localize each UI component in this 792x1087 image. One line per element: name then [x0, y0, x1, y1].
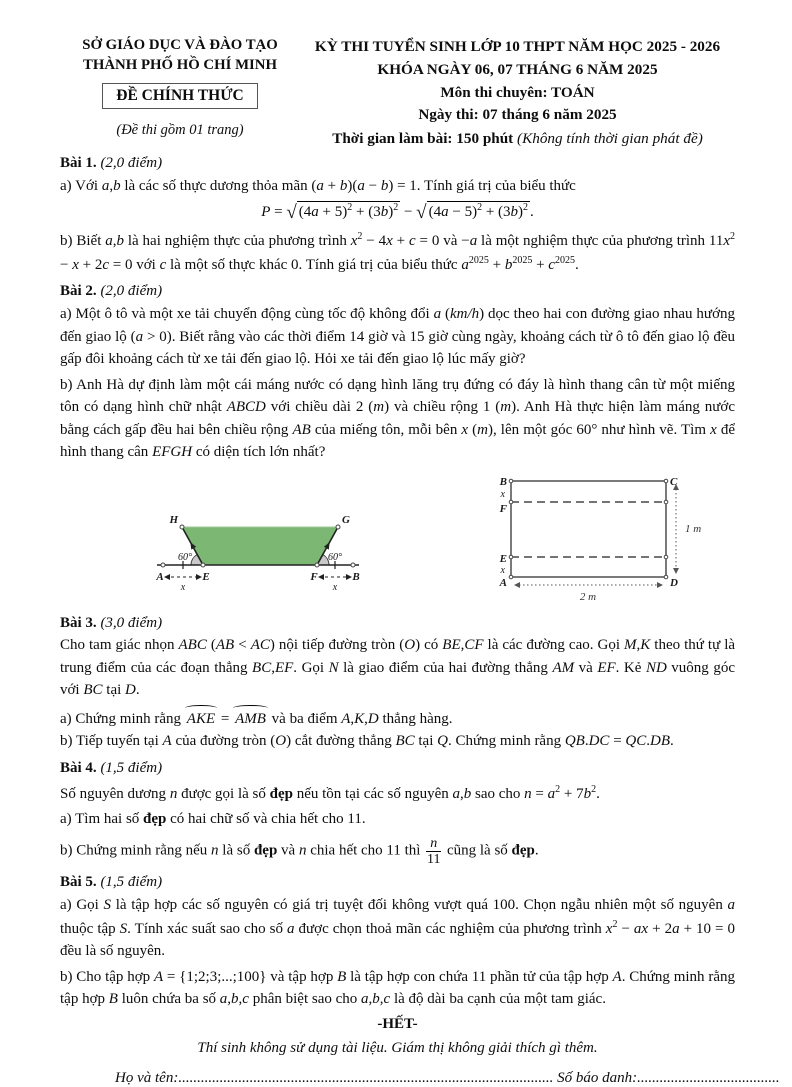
figures-row	[145, 468, 729, 608]
problem-2-heading	[60, 281, 735, 303]
department-line1: SỞ GIÁO DỤC VÀ ĐÀO TẠO	[82, 37, 278, 53]
figure-trough-cross-section	[145, 490, 375, 596]
registration-dots: ......................................	[637, 1069, 780, 1086]
problem-2-part-b: b) Anh Hà dự định làm một cái máng nước có dạng hình lăng trụ đứng có đáy là hình thang cân từ một miếng tôn có dạng hình chữ nhật ABCD với chiều dài 2 (m) và chiều rộng 1 (m). Anh Hà thực hiện làm máng nước bằng cách gấp đều hai bên chiều rộng AB của miếng tôn, mỗi bên x (m), lên một góc 60° như hình vẽ. Tìm x để hình thang cân EFGH có diện tích lớn nhất?	[60, 376, 735, 461]
sheet-width-label: 2 m	[579, 590, 597, 603]
footer-name-line	[60, 1069, 780, 1087]
problem-3-part-b: b) Tiếp tuyến tại A của đường tròn (O) cắt đường thẳng BC tại Q. Chứng minh rằng QB.DC = QC.DB.	[60, 733, 674, 750]
trough-point-a	[161, 563, 165, 567]
header-right-block	[300, 36, 735, 148]
problem-5-points: (1,5 điểm)	[100, 874, 163, 891]
problem-5-part-a: a) Gọi S là tập hợp các số nguyên có giá trị tuyệt đối không vượt quá 100. Chọn ngẫu nhiên một số nguyên a thuộc tập S. Tính xác suất sao cho số a được chọn thoả mãn các nghiệm của phương trình $x^2$ − ax + 2a + 10 = 0 đều là số nguyên.	[60, 897, 736, 960]
exam-title-line2: KHÓA NGÀY 06, 07 THÁNG 6 NĂM 2025	[377, 60, 658, 78]
problem-3-heading	[60, 613, 735, 635]
sheet-label-f: F	[499, 502, 507, 515]
problem-4-heading	[60, 758, 735, 780]
sheet-label-a: A	[499, 576, 507, 589]
trough-point-e	[201, 563, 205, 567]
name-label: Họ và tên:	[115, 1069, 179, 1086]
problem-5	[60, 872, 735, 1010]
trough-label-a: A	[156, 570, 164, 583]
registration-label: Số báo danh:	[553, 1069, 638, 1086]
sheet-outline	[511, 481, 666, 577]
duration-note: (Không tính thời gian phát đề)	[517, 130, 703, 148]
trough-point-h	[180, 525, 184, 529]
sheet-label-d: D	[670, 576, 678, 589]
sheet-label-e: E	[499, 552, 507, 565]
trough-x-label-right: x	[332, 581, 338, 593]
trough-green-trapezoid	[182, 527, 338, 565]
problem-5-title: Bài 5.	[60, 874, 97, 891]
problem-2-title: Bài 2.	[60, 283, 97, 300]
sheet-height-label: 1 m	[685, 522, 702, 535]
sheet-label-b: B	[499, 475, 507, 488]
exam-title-line1: KỲ THI TUYỂN SINH LỚP 10 THPT NĂM HỌC 2025 - 2026	[314, 38, 721, 55]
problem-1-points: (2,0 điểm)	[100, 155, 163, 172]
header-left-block	[60, 36, 300, 148]
problem-4-part-b: b) Chứng minh rằng nếu n là số đẹp và n chia hết cho 11 thì $\frac{n}{11}$ cũng là số đẹp.	[60, 835, 539, 868]
sheet-point-c	[664, 479, 668, 483]
footer-instruction-note: Thí sinh không sử dụng tài liệu. Giám thị không giải thích gì thêm.	[197, 1039, 598, 1056]
trough-label-h: H	[169, 513, 178, 526]
sheet-x-label-bottom: x	[500, 564, 505, 576]
problem-2-part-a: a) Một ô tô và một xe tải chuyển động cùng tốc độ không đổi a (km/h) dọc theo hai con đường giao nhau hướng đến giao lộ (a > 0). Biết rằng vào các thời điểm 14 giờ và 15 giờ cùng ngày, khoảng cách từ ô tô đến giao lộ đều gấp đôi khoảng cách từ xe tải đến giao lộ. Hỏi xe tải đến giao lộ lúc mấy giờ?	[60, 306, 735, 368]
problem-4-title: Bài 4.	[60, 759, 97, 776]
exam-footer	[60, 1015, 780, 1087]
problem-5-heading	[60, 872, 735, 894]
page-count-note: (Đề thi gồm 01 trang)	[116, 121, 244, 138]
sheet-label-c: C	[670, 475, 678, 488]
sheet-point-a	[509, 575, 513, 579]
sheet-point-b	[509, 479, 513, 483]
trough-label-f: F	[310, 570, 318, 583]
exam-subject: Môn thi chuyên: TOÁN	[440, 83, 595, 101]
sheet-fold-end-bottom	[664, 555, 668, 559]
problem-4	[60, 758, 735, 868]
problem-3-points: (3,0 điểm)	[100, 614, 163, 631]
trough-label-b: B	[352, 570, 360, 583]
end-marker: -HẾT-	[377, 1015, 418, 1032]
figure-sheet-rectangle	[489, 468, 729, 608]
trough-point-b	[351, 563, 355, 567]
official-exam-box: ĐỀ CHÍNH THỨC	[102, 83, 257, 109]
trough-point-f	[315, 563, 319, 567]
trough-label-e: E	[202, 570, 210, 583]
trough-x-label-left: x	[180, 581, 186, 593]
problem-1	[60, 153, 735, 276]
sheet-fold-end-top	[664, 500, 668, 504]
exam-header	[60, 36, 735, 148]
duration-bold: Thời gian làm bài: 150 phút	[332, 130, 514, 148]
trough-point-g	[336, 525, 340, 529]
problem-1-title: Bài 1.	[60, 155, 97, 172]
problem-1-part-a: a) Với a,b là các số thực dương thỏa mãn (a + b)(a − b) = 1. Tính giá trị của biểu thức	[60, 177, 576, 194]
problem-1-heading	[60, 153, 735, 175]
problem-1-formula: P = √ $(4a + 5)^2 + (3b)^2$ − √ $(4a - 5)^2 + (3b)^2$ .	[261, 202, 534, 224]
problem-5-part-b: b) Cho tập hợp A = {1;2;3;...;100} và tập hợp B là tập hợp con chứa 11 phần tử của tập hợp A. Chứng minh rằng tập hợp B luôn chứa ba số a,b,c phân biệt sao cho a,b,c là độ dài ba cạnh của một tam giác.	[60, 968, 735, 1008]
problem-3	[60, 613, 735, 753]
problem-4-intro: Số nguyên dương n được gọi là số đẹp nếu tồn tại các số nguyên a,b sao cho $n = a^2 + 7b^2$.	[60, 783, 600, 802]
problem-4-part-a: a) Tìm hai số đẹp có hai chữ số và chia hết cho 11.	[60, 811, 366, 828]
problem-3-title: Bài 3.	[60, 614, 97, 631]
problem-2-points: (2,0 điểm)	[100, 283, 163, 300]
problem-2	[60, 281, 735, 463]
problem-3-part-a: a) Chứng minh rằng AKE = AMB và ba điểm A,K,D thẳng hàng.	[60, 706, 735, 731]
problem-1-part-b: b) Biết a,b là hai nghiệm thực của phương trình $x^2 - 4x + c = 0$ và −a là một nghiệm thực của phương trình $11x^2 - x + 2c = 0$ với c là một số thực khác 0. Tính giá trị của biểu thức $a^{2025} + b^{2025} + c^{2025}$.	[60, 231, 736, 273]
problem-3-intro: Cho tam giác nhọn ABC (AB < AC) nội tiếp đường tròn (O) có BE,CF là các đường cao. Gọi M,K theo thứ tự là trung điểm của các đoạn thẳng BC,EF. Gọi N là giao điểm của hai đường thẳng AM và EF. Kẻ ND vuông góc với BC tại D.	[60, 637, 736, 699]
sheet-x-label-top: x	[500, 488, 505, 500]
name-dots: ....................................................................................................	[178, 1069, 554, 1086]
trough-angle-label-right: 60°	[328, 551, 342, 563]
trough-angle-label-left: 60°	[178, 551, 192, 563]
sheet-point-f	[509, 500, 513, 504]
sheet-point-e	[509, 555, 513, 559]
sheet-point-d	[664, 575, 668, 579]
problem-4-points: (1,5 điểm)	[100, 759, 163, 776]
exam-duration	[300, 130, 735, 148]
exam-date: Ngày thi: 07 tháng 6 năm 2025	[418, 106, 617, 124]
department-line2: THÀNH PHỐ HỒ CHÍ MINH	[82, 56, 277, 73]
trough-label-g: G	[342, 513, 350, 526]
